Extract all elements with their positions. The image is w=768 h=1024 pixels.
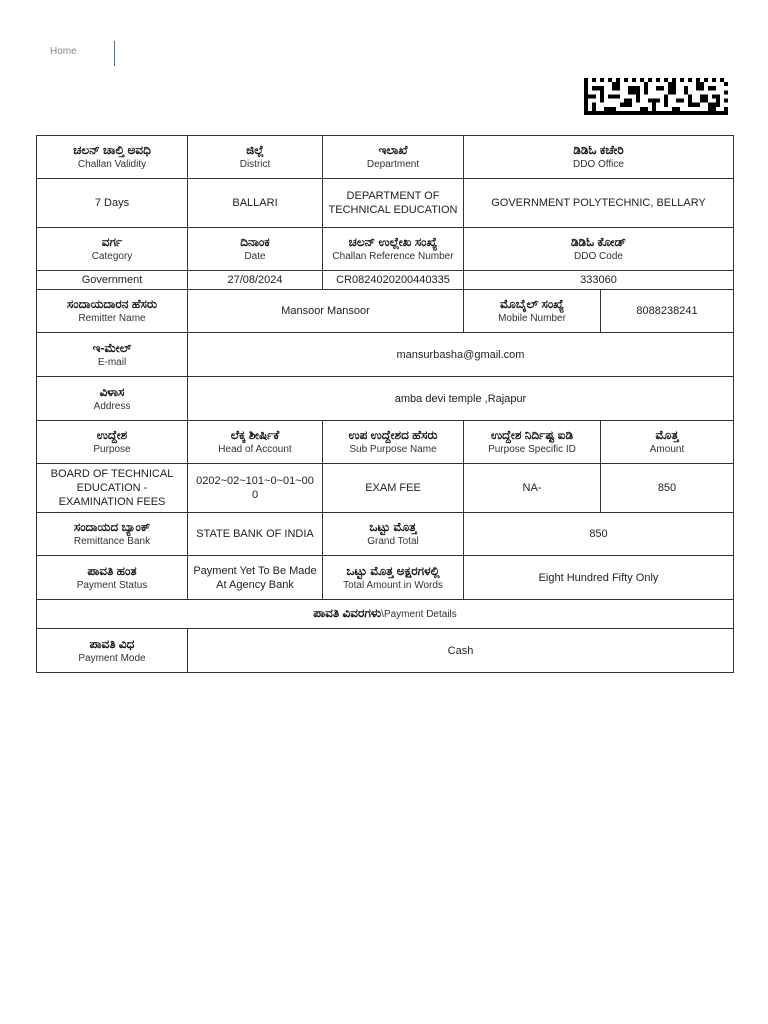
table-row (37, 464, 734, 513)
nav-separator (114, 41, 115, 66)
remitter-name-value: Mansoor Mansoor (188, 290, 464, 333)
table-row (37, 421, 734, 464)
ddo-office-value: GOVERNMENT POLYTECHNIC, BELLARY (464, 179, 734, 228)
table-row (37, 333, 734, 377)
challan-table (36, 135, 734, 673)
table-row (37, 136, 734, 179)
datamatrix-barcode (584, 78, 728, 115)
table-row (37, 179, 734, 228)
payment-status-label: ಪಾವತಿ ಹಂತ Payment Status (37, 556, 188, 600)
challan-validity-value: 7 Days (37, 179, 188, 228)
head-of-account-value: 0202~02~101~0~01~00 0 (188, 464, 323, 513)
purpose-value: BOARD OF TECHNICAL EDUCATION - EXAMINATION FEES (37, 464, 188, 513)
purpose-label: ಉದ್ದೇಶ Purpose (37, 421, 188, 464)
mobile-number-value: 8088238241 (601, 290, 734, 333)
amount-in-words-value: Eight Hundred Fifty Only (464, 556, 734, 600)
amount-in-words-label: ಒಟ್ಟು ಮೊತ್ತ ಅಕ್ಷರಗಳಲ್ಲಿ Total Amount in Words (323, 556, 464, 600)
remitter-name-label: ಸಂದಾಯದಾರನ ಹೆಸರು Remitter Name (37, 290, 188, 333)
table-row (37, 377, 734, 421)
table-row (37, 629, 734, 673)
address-value: amba devi temple ,Rajapur (188, 377, 734, 421)
challan-reference-label: ಚಲನ್ ಉಲ್ಲೇಖ ಸಂಖ್ಯೆ Challan Reference Number (323, 228, 464, 271)
ddo-code-value: 333060 (464, 271, 734, 290)
grand-total-label: ಒಟ್ಟು ಮೊತ್ತ Grand Total (323, 513, 464, 556)
challan-validity-label: ಚಲನ್ ಚಾಲ್ತಿ ಅವಧಿ Challan Validity (37, 136, 188, 179)
category-label: ವರ್ಗ Category (37, 228, 188, 271)
sub-purpose-label: ಉಪ ಉದ್ದೇಶದ ಹೆಸರು Sub Purpose Name (323, 421, 464, 464)
remittance-bank-label: ಸಂದಾಯದ ಬ್ಯಾಂಕ್ Remittance Bank (37, 513, 188, 556)
sub-purpose-value: EXAM FEE (323, 464, 464, 513)
table-row (37, 556, 734, 600)
table-row (37, 513, 734, 556)
email-label: ಇ-ಮೇಲ್ E-mail (37, 333, 188, 377)
table-row (37, 228, 734, 271)
payment-mode-label: ಪಾವತಿ ವಿಧ Payment Mode (37, 629, 188, 673)
department-label: ಇಲಾಖೆ Department (323, 136, 464, 179)
home-link[interactable]: Home (50, 46, 77, 57)
district-label: ಜಿಲ್ಲೆ District (188, 136, 323, 179)
remittance-bank-value: STATE BANK OF INDIA (188, 513, 323, 556)
table-row (37, 271, 734, 290)
amount-label: ಮೊತ್ತ Amount (601, 421, 734, 464)
email-value: mansurbasha@gmail.com (188, 333, 734, 377)
ddo-code-label: ಡಿಡಿಓ ಕೋಡ್ DDO Code (464, 228, 734, 271)
category-value: Government (37, 271, 188, 290)
table-row (37, 600, 734, 629)
payment-mode-value: Cash (188, 629, 734, 673)
grand-total-value: 850 (464, 513, 734, 556)
payment-status-value: Payment Yet To Be Made At Agency Bank (188, 556, 323, 600)
district-value: BALLARI (188, 179, 323, 228)
payment-details-header: ಪಾವತಿ ವಿವರಗಳು\Payment Details (37, 600, 734, 629)
table-row (37, 290, 734, 333)
date-label: ದಿನಾಂಕ Date (188, 228, 323, 271)
date-value: 27/08/2024 (188, 271, 323, 290)
amount-value: 850 (601, 464, 734, 513)
head-of-account-label: ಲೆಕ್ಕ ಶೀರ್ಷಿಕೆ Head of Account (188, 421, 323, 464)
ddo-office-label: ಡಿಡಿಓ ಕಚೇರಿ DDO Office (464, 136, 734, 179)
purpose-id-value: NA- (464, 464, 601, 513)
address-label: ವಿಳಾಸ Address (37, 377, 188, 421)
mobile-number-label: ಮೊಬೈಲ್ ಸಂಖ್ಯೆ Mobile Number (464, 290, 601, 333)
department-value: DEPARTMENT OF TECHNICAL EDUCATION (323, 179, 464, 228)
purpose-id-label: ಉದ್ದೇಶ ನಿರ್ದಿಷ್ಟ ಐಡಿ Purpose Specific ID (464, 421, 601, 464)
challan-reference-value: CR0824020200440335 (323, 271, 464, 290)
